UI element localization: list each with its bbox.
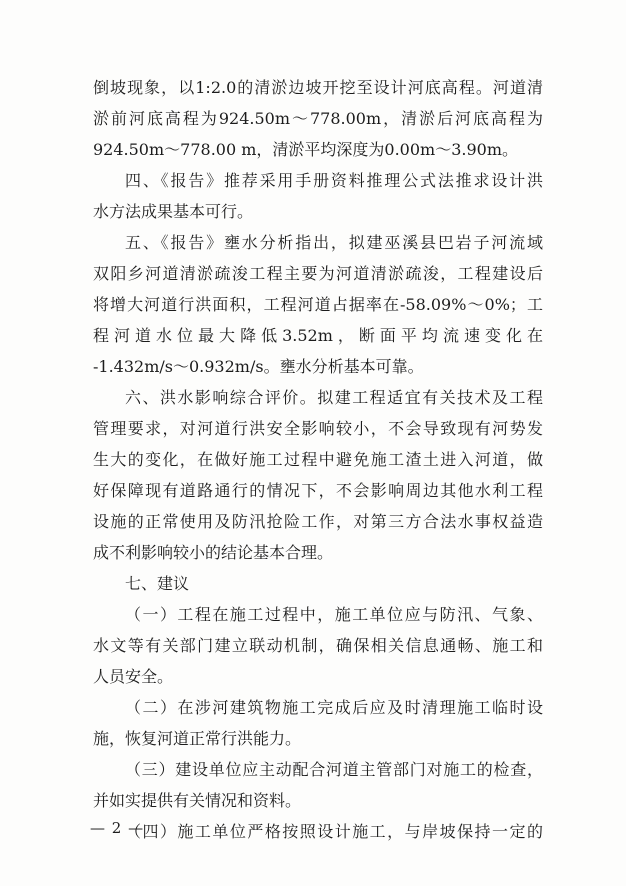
text-line: 倒坡现象，以1:2.0的清淤边坡开挖至设计河底高程。河道清 [93, 78, 543, 97]
text-line: 施，恢复河道正常行洪能力。 [93, 729, 302, 748]
text-line: （一）工程在施工过程中，施工单位应与防汛、气象、 [125, 605, 543, 624]
text-line: （三）建设单位应主动配合河道主管部门对施工的检查， [125, 760, 543, 779]
text-line: （四）施工单位严格按照设计施工，与岸坡保持一定的 [125, 822, 543, 841]
suggestion-item-2 [93, 692, 543, 754]
text-line: 人员安全。 [93, 667, 174, 686]
text-line: 水方法成果基本可行。 [93, 202, 254, 221]
text-line: 淤前河底高程为924.50m～778.00m，清淤后河底高程为 [93, 109, 543, 128]
text-line: 成不利影响较小的结论基本合理。 [93, 543, 334, 562]
text-line: 水文等有关部门建立联动机制，确保相关信息通畅、施工和 [93, 636, 543, 655]
paragraph-flood-method [93, 165, 543, 227]
text-line: 六、洪水影响综合评价。拟建工程适宜有关技术及工程 [125, 388, 543, 407]
suggestion-item-4 [93, 816, 543, 847]
suggestion-item-1 [93, 599, 543, 692]
text-line: 管理要求，对河道行洪安全影响较小，不会导致现有河势发 [93, 419, 543, 438]
text-line: 将增大河道行洪面积，工程河道占据率在-58.09%～0%；工 [93, 295, 543, 314]
section-heading: 七、建议 [125, 574, 190, 593]
document-body [93, 72, 543, 847]
text-line: 924.50m～778.00 m，清淤平均深度为0.00m～3.90m。 [93, 140, 518, 159]
text-line: 双阳乡河道清淤疏浚工程主要为河道清淤疏浚，工程建设后 [93, 264, 543, 283]
page-number: — 2 — [90, 819, 145, 837]
text-line: 好保障现有道路通行的情况下，不会影响周边其他水利工程 [93, 481, 543, 500]
paragraph-sedimentation [93, 72, 543, 165]
text-line: 五、《报告》壅水分析指出，拟建巫溪县巴岩子河流域 [125, 233, 543, 252]
text-line: 设施的正常使用及防汛抢险工作，对第三方合法水事权益造 [93, 512, 543, 531]
text-line: 并如实提供有关情况和资料。 [93, 791, 302, 810]
text-line: （二）在涉河建筑物施工完成后应及时清理施工临时设 [125, 698, 543, 717]
text-line: 生大的变化，在做好施工过程中避免施工渣土进入河道，做 [93, 450, 543, 469]
paragraph-backwater-analysis [93, 227, 543, 382]
text-line: 程河道水位最大降低3.52m，断面平均流速变化在 [93, 326, 543, 345]
paragraph-impact-evaluation [93, 382, 543, 568]
text-line: -1.432m/s～0.932m/s。壅水分析基本可靠。 [93, 357, 424, 376]
suggestion-item-3 [93, 754, 543, 816]
text-line: 四、《报告》推荐采用手册资料推理公式法推求设计洪 [125, 171, 543, 190]
